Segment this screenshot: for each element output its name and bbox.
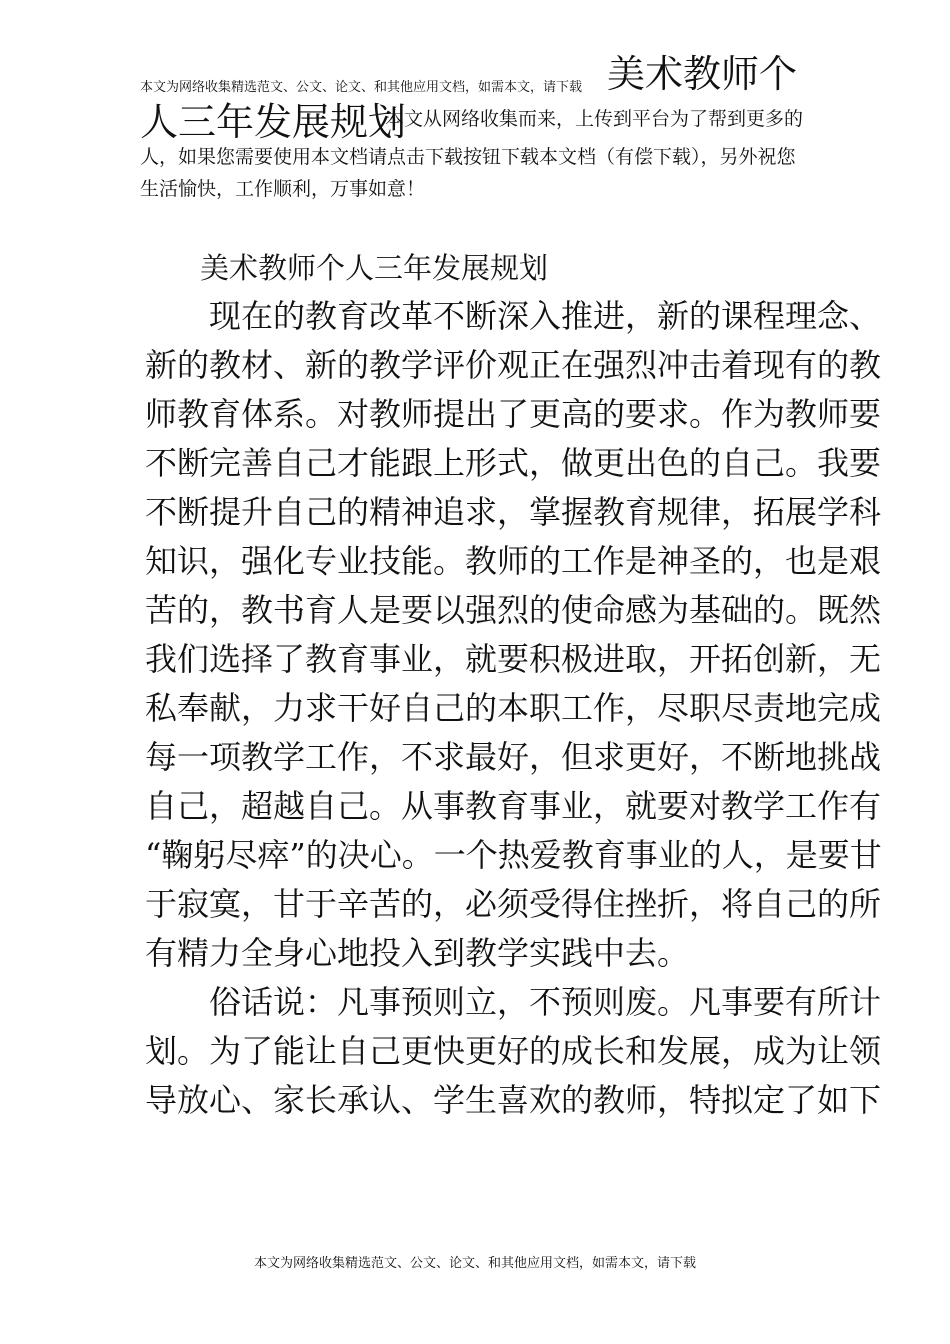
- body-line: 私奉献，力求干好自己的本职工作，尽职尽责地完成: [145, 689, 882, 727]
- body-line: 于寂寞，甘于辛苦的，必须受得住挫折，将自己的所: [145, 885, 882, 923]
- body-line: “鞠躬尽瘁”的决心。一个热爱教育事业的人，是要甘: [145, 836, 882, 874]
- header-title-part-2: 人三年发展规划: [140, 100, 407, 144]
- body-line: 不断完善自己才能跟上形式，做更出色的自己。我要: [145, 444, 882, 482]
- body-line: 不断提升自己的精神追求，掌握教育规律，拓展学科: [145, 493, 882, 531]
- body-line: 俗话说：凡事预则立，不预则废。凡事要有所计: [145, 983, 882, 1021]
- body-line: 每一项教学工作，不求最好，但求更好，不断地挑战: [145, 738, 882, 776]
- body-line: 有精力全身心地投入到教学实践中去。: [145, 934, 690, 972]
- download-notice-footer: 本文为网络收集精选范文、公文、论文、和其他应用文档，如需本文，请下载: [253, 1256, 696, 1271]
- header-line-4: 生活愉快，工作顺利，万事如意！: [140, 178, 426, 200]
- body-line: 苦的，教书育人是要以强烈的使命感为基础的。既然: [145, 591, 882, 629]
- body-line: 导放心、家长承认、学生喜欢的教师，特拟定了如下: [145, 1081, 882, 1119]
- body-line: 知识，强化专业技能。教师的工作是神圣的，也是艰: [145, 542, 882, 580]
- document-title: 美术教师个人三年发展规划: [200, 251, 549, 285]
- header-title-part-1: 美术教师个: [607, 52, 798, 96]
- body-line: 自己，超越自己。从事教育事业，就要对教学工作有: [145, 787, 882, 825]
- header-line-3: 人，如果您需要使用本文档请点击下载按钮下载本文档（有偿下载），另外祝您: [140, 146, 796, 168]
- body-line: 师教育体系。对教师提出了更高的要求。作为教师要: [145, 395, 882, 433]
- header-notice-text: 本文从网络收集而来，上传到平台为了帮到更多的: [385, 108, 804, 130]
- header-notice-small: 本文为网络收集精选范文、公文、论文、和其他应用文档，如需本文，请下载: [140, 80, 583, 95]
- body-line: 现在的教育改革不断深入推进，新的课程理念、: [145, 297, 882, 335]
- body-line: 划。为了能让自己更快更好的成长和发展，成为让领: [145, 1032, 882, 1070]
- body-line: 我们选择了教育事业，就要积极进取，开拓创新，无: [145, 640, 882, 678]
- body-line: 新的教材、新的教学评价观正在强烈冲击着现有的教: [145, 346, 882, 384]
